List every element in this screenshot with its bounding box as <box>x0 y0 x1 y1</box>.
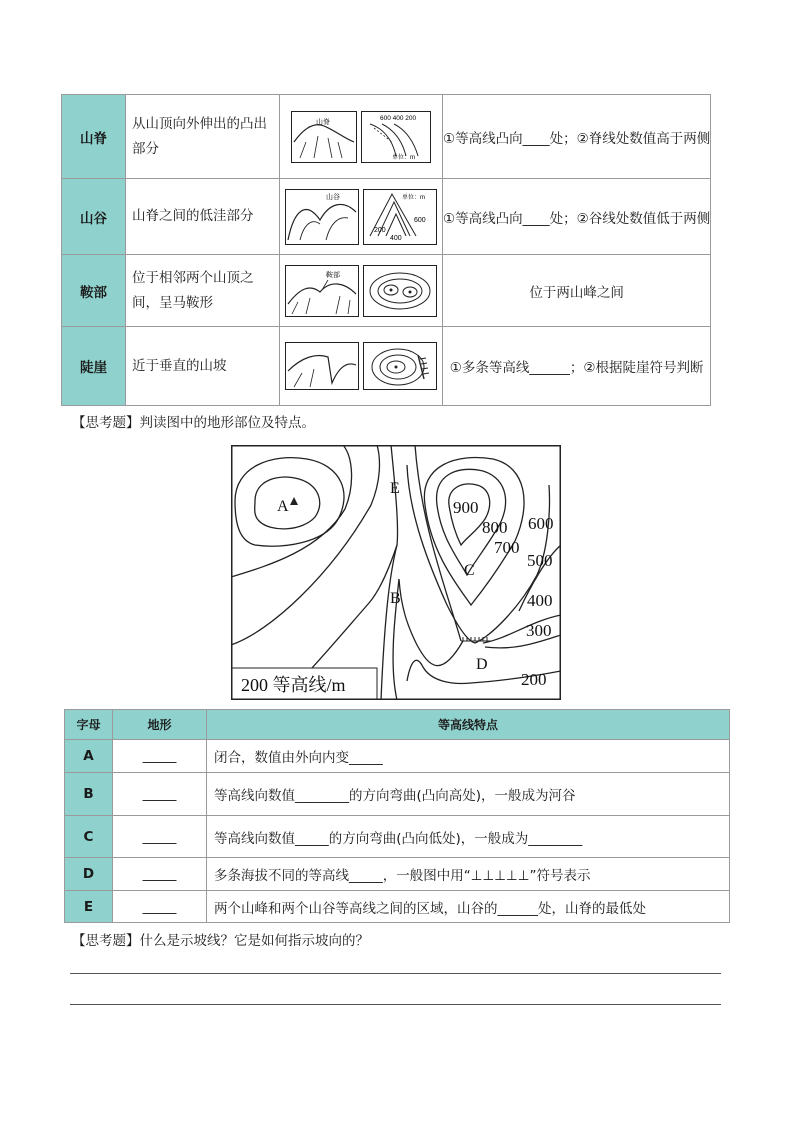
contour-600: 600 <box>528 514 554 533</box>
ridge-contour-image <box>361 111 431 163</box>
terrain-name: 鞍部 <box>62 255 126 327</box>
terrain-row-saddle <box>62 255 711 327</box>
table-row <box>65 816 730 858</box>
terrain-desc: 从山顶向外伸出的凸出部分 <box>126 95 280 179</box>
contour-200: 200 <box>521 670 547 689</box>
terrain-blank[interactable]: _____ <box>113 773 207 816</box>
cliff-contour-image <box>363 342 437 390</box>
contour-800: 800 <box>482 518 508 537</box>
answer-table <box>64 709 730 923</box>
header-terrain: 地形 <box>113 710 207 740</box>
terrain-desc: 山脊之间的低洼部分 <box>126 179 280 255</box>
terrain-desc: 近于垂直的山坡 <box>126 327 280 406</box>
terrain-blank[interactable]: _____ <box>113 858 207 891</box>
contour-900: 900 <box>453 498 479 517</box>
saddle-label: 鞍部 <box>326 271 340 279</box>
terrain-name: 山脊 <box>62 95 126 179</box>
terrain-blank[interactable]: _____ <box>113 740 207 773</box>
row-letter: B <box>65 773 113 816</box>
row-feature: 等高线向数值_____的方向弯曲(凸向低处)，一般成为________ <box>207 816 730 858</box>
header-letter: 字母 <box>65 710 113 740</box>
table-row <box>65 740 730 773</box>
valley-v200: 200 <box>374 226 386 234</box>
ridge-label: 山脊 <box>316 118 330 126</box>
contour-400: 400 <box>527 591 553 610</box>
terrain-table <box>61 94 711 406</box>
map-label-c: C <box>464 562 475 579</box>
terrain-name: 山谷 <box>62 179 126 255</box>
map-label-b: B <box>390 590 401 607</box>
terrain-row-valley <box>62 179 711 255</box>
ridge-illustration <box>280 95 443 179</box>
contour-map <box>231 445 561 700</box>
saddle-contour-image <box>363 265 437 317</box>
contour-500: 500 <box>527 551 553 570</box>
terrain-row-cliff <box>62 327 711 406</box>
valley-v600: 600 <box>414 216 426 224</box>
row-letter: C <box>65 816 113 858</box>
valley-illustration <box>280 179 443 255</box>
terrain-name: 陡崖 <box>62 327 126 406</box>
ridge-contour-values: 600 400 200 <box>380 114 417 122</box>
table-row <box>65 891 730 923</box>
answer-line-2[interactable] <box>70 1004 721 1005</box>
cliff-illustration <box>280 327 443 406</box>
valley-sketch-image <box>285 189 359 245</box>
row-letter: A <box>65 740 113 773</box>
terrain-desc: 位于相邻两个山顶之间，呈马鞍形 <box>126 255 280 327</box>
terrain-feature: ①等高线凸向____处；②脊线处数值高于两侧 <box>443 95 711 179</box>
table-row <box>65 858 730 891</box>
row-feature: 两个山峰和两个山谷等高线之间的区域，山谷的______处，山脊的最低处 <box>207 891 730 923</box>
answer-table-header <box>65 710 730 740</box>
contour-300: 300 <box>526 621 552 640</box>
row-letter: E <box>65 891 113 923</box>
answer-line-1[interactable] <box>70 973 721 974</box>
saddle-sketch-image <box>285 265 359 317</box>
contour-700: 700 <box>494 538 520 557</box>
header-feature: 等高线特点 <box>207 710 730 740</box>
ridge-sketch-image <box>291 111 357 163</box>
question-1: 【思考题】判读图中的地形部位及特点。 <box>72 415 315 431</box>
ridge-unit: 单位：m <box>392 154 415 161</box>
map-label-e: E <box>390 480 400 497</box>
valley-label: 山谷 <box>326 193 340 201</box>
map-label-d: D <box>476 656 488 673</box>
valley-v400: 400 <box>390 234 402 242</box>
map-legend: 200 等高线/m <box>241 675 346 695</box>
terrain-feature: ①等高线凸向____处；②谷线处数值低于两侧 <box>443 179 711 255</box>
terrain-row-ridge <box>62 95 711 179</box>
terrain-feature: ①多条等高线______；②根据陡崖符号判断 <box>443 327 711 406</box>
table-row <box>65 773 730 816</box>
valley-unit: 单位：m <box>402 194 425 201</box>
valley-contour-image <box>363 189 437 245</box>
row-letter: D <box>65 858 113 891</box>
row-feature: 闭合，数值由外向内变_____ <box>207 740 730 773</box>
terrain-blank[interactable]: _____ <box>113 816 207 858</box>
row-feature: 多条海拔不同的等高线_____，一般图中用“⊥⊥⊥⊥⊥”符号表示 <box>207 858 730 891</box>
terrain-blank[interactable]: _____ <box>113 891 207 923</box>
question-2: 【思考题】什么是示坡线？它是如何指示坡向的？ <box>72 933 369 949</box>
row-feature: 等高线向数值________的方向弯曲(凸向高处)，一般成为河谷 <box>207 773 730 816</box>
cliff-sketch-image <box>285 342 359 390</box>
map-label-a: A <box>277 498 289 515</box>
saddle-illustration <box>280 255 443 327</box>
terrain-feature: 位于两山峰之间 <box>443 255 711 327</box>
